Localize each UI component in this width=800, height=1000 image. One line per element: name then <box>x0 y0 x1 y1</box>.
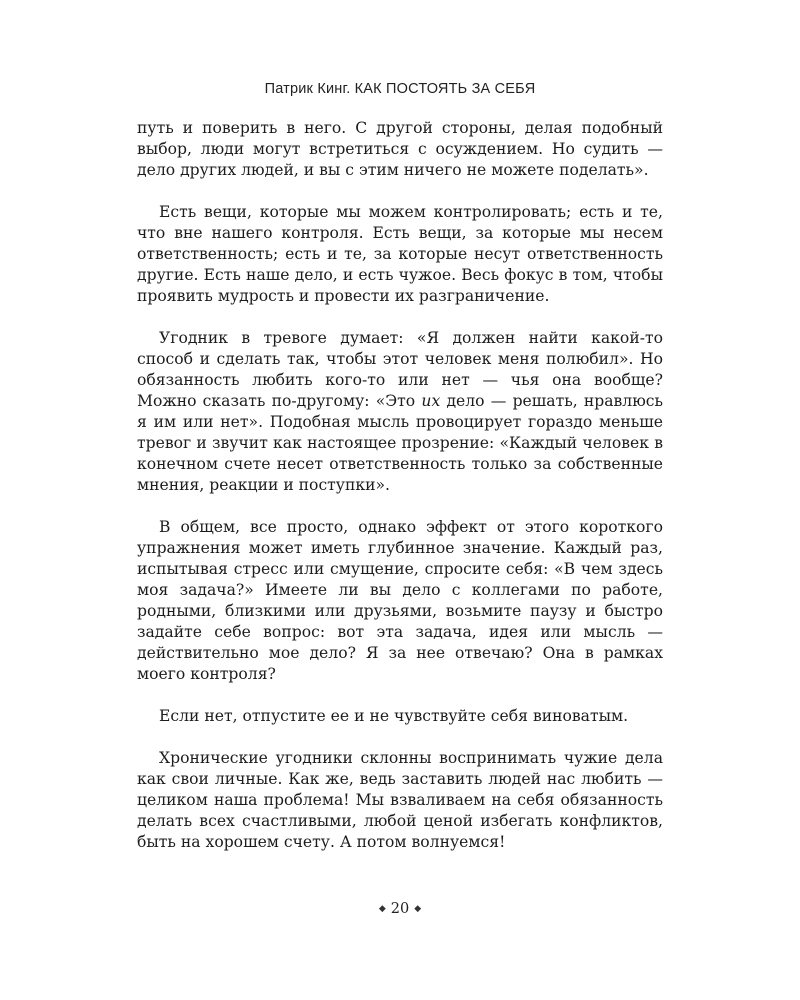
paragraph-with-emphasis <box>137 328 663 496</box>
paragraph: Если нет, отпустите ее и не чувствуйте себя виноватым. <box>159 707 629 725</box>
running-header: Патрик Кинг. КАК ПОСТОЯТЬ ЗА СЕБЯ <box>264 81 536 97</box>
page-number: 20 <box>390 901 410 917</box>
paragraph: Хронические угодники склонны воспринимать чужие дела как свои личные. Как же, ведь заставить людей нас любить — целиком наша проблема! Мы взваливаем на себя обязанность делать всех счастливыми, любой ценой избегать конфликтов, быть на хорошем счету. А потом волнуемся! <box>137 749 663 851</box>
paragraph-text-part: Угодник в тревоге думает: «Я должен найти какой-то способ и сделать так, чтобы этот человек меня полюбил». Но обязанность любить кого-то или нет — чья она вообще? Можно сказать по-другому: «Это <box>137 329 663 410</box>
page-body <box>137 118 663 853</box>
emphasized-word: их <box>421 392 441 410</box>
paragraph: В общем, все просто, однако эффект от этого короткого упражнения может иметь глубинное значение. Каждый раз, испытывая стресс или смущение, спросите себя: «В чем здесь моя задача?» Имеете ли вы дело с коллегами по работе, родными, близкими или друзьями, возьмите паузу и быстро задайте себе вопрос: вот эта задача, идея или мысль — действительно мое дело? Я за нее отвечаю? Она в рамках моего контроля? <box>137 518 663 683</box>
ornament-right-icon: ◆ <box>414 904 422 914</box>
page-number-footer <box>0 901 800 917</box>
paragraph-continuation: путь и поверить в него. С другой стороны, делая подобный выбор, люди могут встретиться с осуждением. Но судить — дело других людей, и вы с этим ничего не можете поделать». <box>137 119 663 179</box>
ornament-left-icon: ◆ <box>378 904 386 914</box>
paragraph-text-part: дело — решать, нравлюсь я им или нет». Подобная мысль провоцирует гораздо меньше тревог и звучит как настоящее прозрение: «Каждый человек в конечном счете несет ответственность только за собственные мнения, реакции и поступки». <box>137 392 664 494</box>
paragraph: Есть вещи, которые мы можем контролировать; есть и те, что вне нашего контроля. Есть вещи, за которые мы несем ответственность; есть и те, за которые несут ответственность другие. Есть наше дело, и есть чужое. Весь фокус в том, чтобы проявить мудрость и провести их разграничение. <box>137 203 663 305</box>
